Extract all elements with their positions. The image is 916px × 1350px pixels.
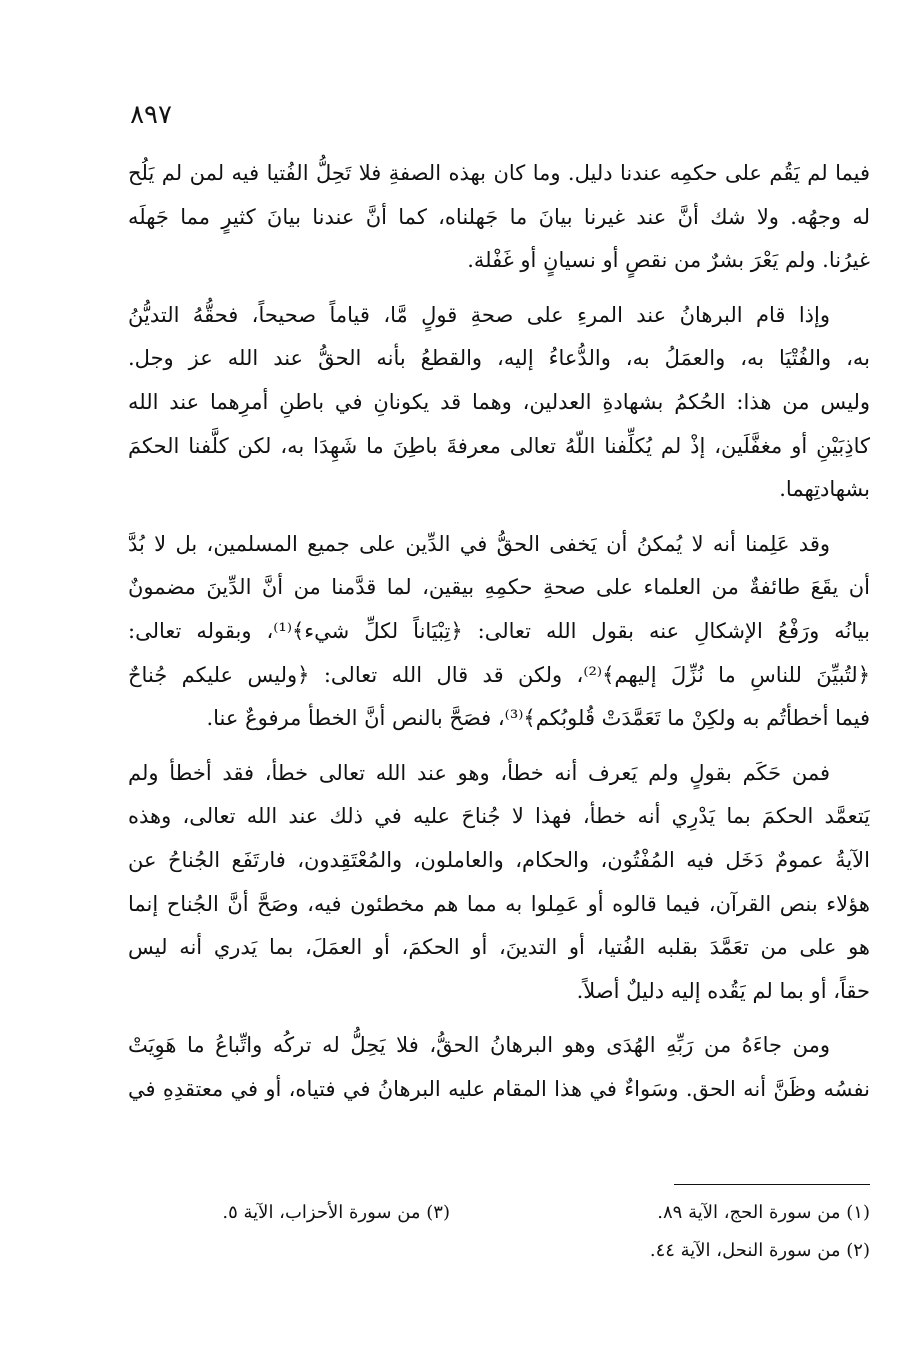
footnote-1: (١) من سورة الحج، الآية ٨٩. <box>657 1202 870 1223</box>
text-line: غيرُنا. ولم يَعْرَ بشرٌ من نقصٍ أو نسيانٍ أو غَفْلة. <box>467 248 870 273</box>
text-line: هؤلاء بنص القرآن، فيما قالوه أو عَمِلوا به مما هم مخطئون فيه، وصَحَّ أنَّ الجُناح إنما <box>128 891 870 916</box>
body-text <box>128 152 870 1111</box>
text-line: به، والفُتْيَا به، والعمَلُ به، والدُّعاءُ إليه، والقطعُ بأنه الحقُّ عند الله عز وجل. <box>128 346 870 371</box>
text-line: فمن حَكَم بقولٍ ولم يَعرف أنه خطأ، وهو عند الله تعالى خطأ، فقد أخطأ ولم <box>128 760 830 785</box>
footnote-3: (٣) من سورة الأحزاب، الآية ٥. <box>222 1202 450 1223</box>
footnote-divider <box>674 1184 870 1185</box>
paragraph-3 <box>128 523 870 741</box>
text-line: بيانُه ورَفْعُ الإشكالِ عنه بقول الله تعالى: ﴿تِبْيَاناً لكلِّ شيء﴾⁽¹⁾، وبقوله تعالى: <box>128 618 870 643</box>
text-line: بشهادتِهما. <box>779 477 870 502</box>
text-line: فيما لم يَقُم على حكمِه عندنا دليل. وما كان بهذه الصفةِ فلا تَحِلُّ الفُتيا فيه لمن لم يَلُح <box>128 161 870 185</box>
text-line: فيما أخطأتُم به ولكِنْ ما تَعَمَّدَتْ قُلوبُكم﴾⁽³⁾، فصَحَّ بالنص أنَّ الخطأ مرفوعٌ عنا. <box>206 706 870 731</box>
paragraph-1 <box>128 152 870 283</box>
text-line: حقاً، أو بما لم يَقُده إليه دليلٌ أصلاً. <box>576 978 870 1003</box>
text-line: أن يقَعَ طائفةٌ من العلماء على صحةِ حكمِهِ بيقين، لما قدَّمنا من أنَّ الدِّينَ مضمونٌ <box>128 575 870 600</box>
text-line: وقد عَلِمنا أنه لا يُمكنُ أن يَخفى الحقُّ في الدِّين على جميع المسلمين، بل لا بُدَّ <box>128 531 830 556</box>
text-line: ومن جاءَهُ من رَبِّهِ الهُدَى وهو البرهانُ الحقُّ، فلا يَحِلُّ له تركُه واتِّباعُ ما هَوِيَتْ <box>128 1033 830 1058</box>
text-line: هو على من تعَمَّدَ بقلبه الفُتيا، أو التدينَ، أو الحكمَ، أو العمَلَ، بما يَدري أنه ليس <box>128 935 870 960</box>
text-line: له وجهُه. ولا شك أنَّ عند غيرنا بيانَ ما جَهلناه، كما أنَّ عندنا بيانَ كثيرٍ مما جَهلَه <box>128 204 870 229</box>
text-line: يَتعمَّد الحكمَ بما يَدْرِي أنه خطأ، فهذا لا جُناحَ عليه في ذلك عند الله تعالى، وهذه <box>128 804 870 829</box>
text-line: ﴿لتُبيِّنَ للناسِ ما نُزِّلَ إليهم﴾⁽²⁾، ولكن قد قال الله تعالى: ﴿وليس عليكم جُناحٌ <box>128 662 870 687</box>
text-line: وإذا قام البرهانُ عند المرءِ على صحةِ قولٍ مَّا، قياماً صحيحاً، فحقُّهُ التديُّنُ <box>128 302 830 327</box>
paragraph-4 <box>128 752 870 1014</box>
paragraph-2 <box>128 294 870 512</box>
paragraph-5 <box>128 1024 870 1111</box>
text-line: وليس من هذا: الحُكمُ بشهادةِ العدلين، وهما قد يكونانِ في باطنِ أمرِهما عند الله <box>128 389 870 414</box>
text-line: كاذِبَيْنِ أو مغفَّلَين، إذْ لم يُكلِّفنا اللّهُ تعالى معرفةَ باطِنَ ما شَهِدَا به، لكن كلَّفنا الحكمَ <box>128 433 870 458</box>
page-number: ٨٩٧ <box>130 100 172 130</box>
text-line: الآيةُ عمومٌ دَخَل فيه المُفْتُون، والحكام، والعاملون، والمُعْتَقِدون، فارتَفَع الجُناحُ عن <box>128 847 870 872</box>
footnote-2: (٢) من سورة النحل، الآية ٤٤. <box>649 1240 870 1261</box>
text-line: نفسُه وظَنَّ أنه الحق. وسَواءٌ في هذا المقام عليه البرهانُ في فتياه، أو في معتقدِهِ في <box>128 1076 870 1101</box>
